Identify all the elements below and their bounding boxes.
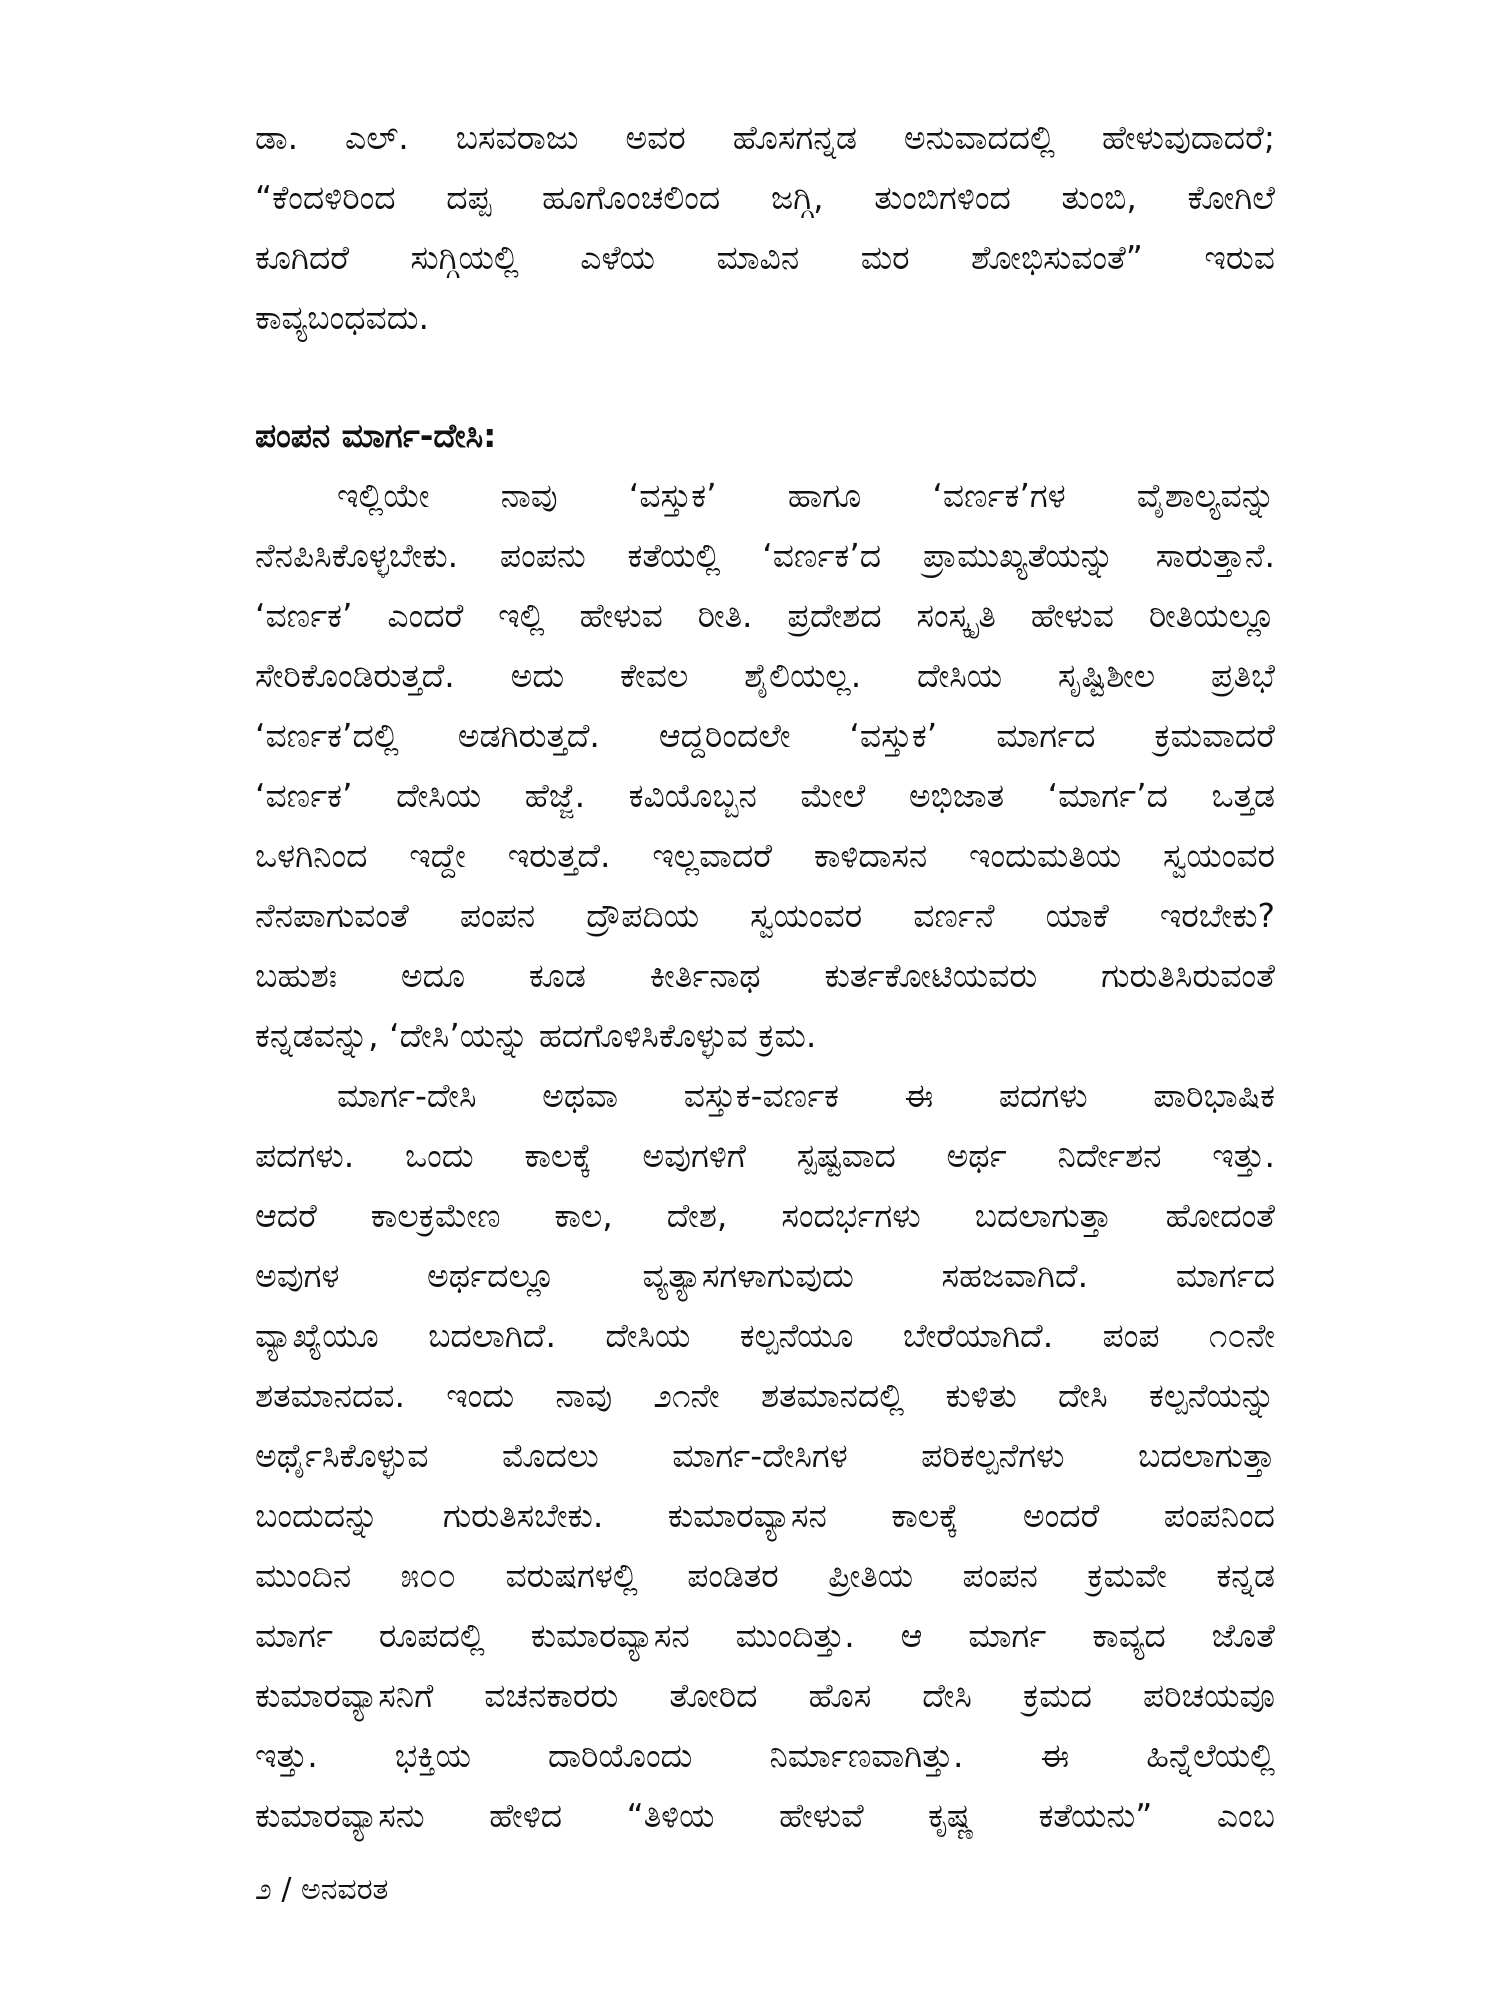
paragraph-1 (255, 466, 1275, 1066)
text-line: ಅವುಗಳ ಅರ್ಥದಲ್ಲೂ ವ್ಯತ್ಯಾಸಗಳಾಗುವುದು ಸಹಜವಾಗಿದೆ. ಮಾರ್ಗದ (255, 1256, 1275, 1295)
quote-block (255, 108, 1275, 348)
paragraph-2 (255, 1066, 1275, 1846)
text-line: ‘ವರ್ಣಕ’ ದೇಸಿಯ ಹೆಜ್ಜೆ. ಕವಿಯೊಬ್ಬನ ಮೇಲೆ ಅಭಿಜಾತ ‘ಮಾರ್ಗ’ದ ಒತ್ತಡ (255, 776, 1275, 815)
text-line: ನೆನಪಿಸಿಕೊಳ್ಳಬೇಕು. ಪಂಪನು ಕತೆಯಲ್ಲಿ ‘ವರ್ಣಕ’ದ ಪ್ರಾಮುಖ್ಯತೆಯನ್ನು ಸಾರುತ್ತಾನೆ. (255, 536, 1275, 575)
text-line: ಡಾ. ಎಲ್. ಬಸವರಾಜು ಅವರ ಹೊಸಗನ್ನಡ ಅನುವಾದದಲ್ಲಿ ಹೇಳುವುದಾದರೆ; (255, 118, 1275, 157)
text-line: ಸೇರಿಕೊಂಡಿರುತ್ತದೆ. ಅದು ಕೇವಲ ಶೈಲಿಯಲ್ಲ. ದೇಸಿಯ ಸೃಷ್ಟಿಶೀಲ ಪ್ರತಿಭೆ (255, 656, 1275, 695)
text-line: ಕುಮಾರವ್ಯಾಸನಿಗೆ ವಚನಕಾರರು ತೋರಿದ ಹೊಸ ದೇಸಿ ಕ್ರಮದ ಪರಿಚಯವೂ (255, 1676, 1275, 1715)
text-line: ಮುಂದಿನ ೫೦೦ ವರುಷಗಳಲ್ಲಿ ಪಂಡಿತರ ಪ್ರೀತಿಯ ಪಂಪನ ಕ್ರಮವೇ ಕನ್ನಡ (255, 1556, 1275, 1595)
text-line: ಶತಮಾನದವ. ಇಂದು ನಾವು ೨೧ನೇ ಶತಮಾನದಲ್ಲಿ ಕುಳಿತು ದೇಸಿ ಕಲ್ಪನೆಯನ್ನು (255, 1376, 1275, 1415)
section-heading: ಪಂಪನ ಮಾರ್ಗ-ದೇಸಿ: (255, 416, 497, 455)
text-line: ಒಳಗಿನಿಂದ ಇದ್ದೇ ಇರುತ್ತದೆ. ಇಲ್ಲವಾದರೆ ಕಾಳಿದಾಸನ ಇಂದುಮತಿಯ ಸ್ವಯಂವರ (255, 836, 1275, 875)
text-line: ಕನ್ನಡವನ್ನು, ‘ದೇಸಿ’ಯನ್ನು ಹದಗೊಳಿಸಿಕೊಳ್ಳುವ ಕ್ರಮ. (255, 1016, 817, 1055)
text-line: ಮಾರ್ಗ-ದೇಸಿ ಅಥವಾ ವಸ್ತುಕ-ವರ್ಣಕ ಈ ಪದಗಳು ಪಾರಿಭಾಷಿಕ (337, 1076, 1275, 1115)
text-line: ‘ವರ್ಣಕ’ ಎಂದರೆ ಇಲ್ಲಿ ಹೇಳುವ ರೀತಿ. ಪ್ರದೇಶದ ಸಂಸ್ಕೃತಿ ಹೇಳುವ ರೀತಿಯಲ್ಲೂ (255, 596, 1275, 635)
text-line: ನೆನಪಾಗುವಂತೆ ಪಂಪನ ದ್ರೌಪದಿಯ ಸ್ವಯಂವರ ವರ್ಣನೆ ಯಾಕೆ ಇರಬೇಕು? (255, 896, 1275, 935)
text-line: ವ್ಯಾಖ್ಯೆಯೂ ಬದಲಾಗಿದೆ. ದೇಸಿಯ ಕಲ್ಪನೆಯೂ ಬೇರೆಯಾಗಿದೆ. ಪಂಪ ೧೦ನೇ (255, 1316, 1275, 1355)
page-footer: ೨ / ಅನವರತ (255, 1872, 389, 1907)
text-line: ಬಹುಶಃ ಅದೂ ಕೂಡ ಕೀರ್ತಿನಾಥ ಕುರ್ತಕೋಟಿಯವರು ಗುರುತಿಸಿರುವಂತೆ (255, 956, 1275, 995)
text-line: ಅರ್ಥೈಸಿಕೊಳ್ಳುವ ಮೊದಲು ಮಾರ್ಗ-ದೇಸಿಗಳ ಪರಿಕಲ್ಪನೆಗಳು ಬದಲಾಗುತ್ತಾ (255, 1436, 1275, 1475)
text-line: ಇತ್ತು. ಭಕ್ತಿಯ ದಾರಿಯೊಂದು ನಿರ್ಮಾಣವಾಗಿತ್ತು. ಈ ಹಿನ್ನೆಲೆಯಲ್ಲಿ (255, 1736, 1275, 1775)
text-line: ಕುಮಾರವ್ಯಾಸನು ಹೇಳಿದ “ತಿಳಿಯ ಹೇಳುವೆ ಕೃಷ್ಣ ಕತೆಯನು” ಎಂಬ (255, 1796, 1275, 1835)
text-line: ಕಾವ್ಯಬಂಧವದು. (255, 298, 430, 337)
page-body (255, 108, 1275, 1846)
text-line: ಮಾರ್ಗ ರೂಪದಲ್ಲಿ ಕುಮಾರವ್ಯಾಸನ ಮುಂದಿತ್ತು. ಆ ಮಾರ್ಗ ಕಾವ್ಯದ ಜೊತೆ (255, 1616, 1275, 1655)
text-line: ಬಂದುದನ್ನು ಗುರುತಿಸಬೇಕು. ಕುಮಾರವ್ಯಾಸನ ಕಾಲಕ್ಕೆ ಅಂದರೆ ಪಂಪನಿಂದ (255, 1496, 1275, 1535)
text-line: ಕೂಗಿದರೆ ಸುಗ್ಗಿಯಲ್ಲಿ ಎಳೆಯ ಮಾವಿನ ಮರ ಶೋಭಿಸುವಂತೆ” ಇರುವ (255, 238, 1275, 277)
text-line: ಆದರೆ ಕಾಲಕ್ರಮೇಣ ಕಾಲ, ದೇಶ, ಸಂದರ್ಭಗಳು ಬದಲಾಗುತ್ತಾ ಹೋದಂತೆ (255, 1196, 1275, 1235)
text-line: “ಕೆಂದಳಿರಿಂದ ದಪ್ಪ ಹೂಗೊಂಚಲಿಂದ ಜಗ್ಗಿ, ತುಂಬಿಗಳಿಂದ ತುಂಬಿ, ಕೋಗಿಲೆ (255, 178, 1275, 217)
text-line: ಇಲ್ಲಿಯೇ ನಾವು ‘ವಸ್ತುಕ’ ಹಾಗೂ ‘ವರ್ಣಕ’ಗಳ ವೈಶಾಲ್ಯವನ್ನು (337, 476, 1275, 515)
text-line: ‘ವರ್ಣಕ’ದಲ್ಲಿ ಅಡಗಿರುತ್ತದೆ. ಆದ್ದರಿಂದಲೇ ‘ವಸ್ತುಕ’ ಮಾರ್ಗದ ಕ್ರಮವಾದರೆ (255, 716, 1275, 755)
text-line: ಪದಗಳು. ಒಂದು ಕಾಲಕ್ಕೆ ಅವುಗಳಿಗೆ ಸ್ಪಷ್ಟವಾದ ಅರ್ಥ ನಿರ್ದೇಶನ ಇತ್ತು. (255, 1136, 1275, 1175)
spacer (255, 348, 1275, 406)
